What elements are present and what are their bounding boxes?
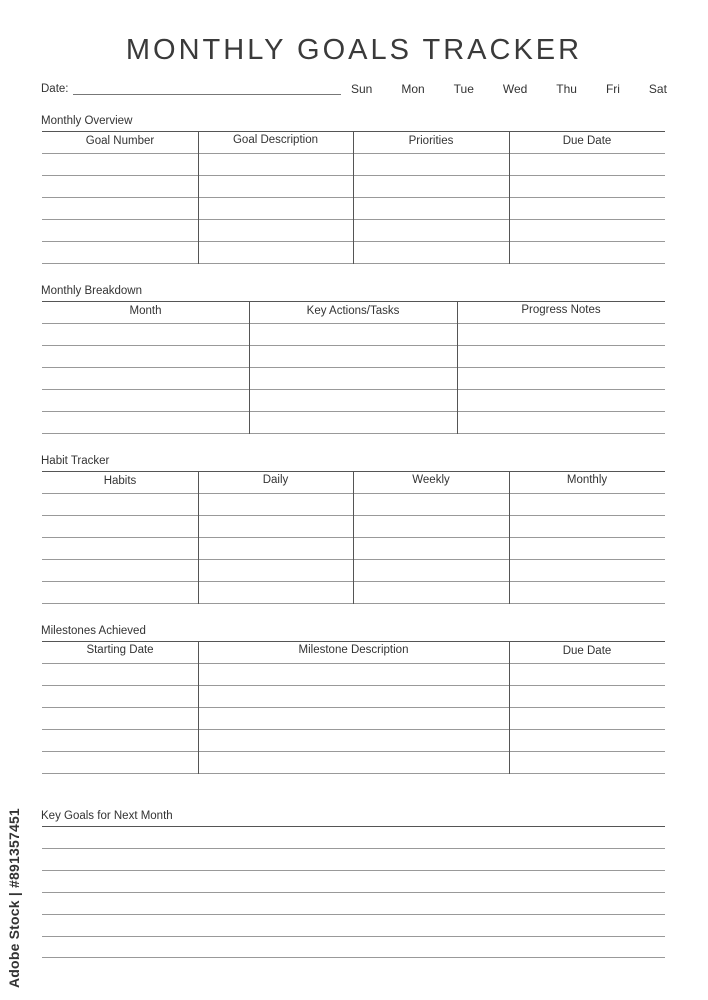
page-title: MONTHLY GOALS TRACKER (125, 34, 583, 66)
day-thu[interactable]: Thu (556, 82, 577, 96)
watermark-text: Adobe Stock | #891357451 (6, 808, 22, 988)
overview-header-priorities: Priorities (408, 135, 454, 147)
section-label-next-month: Key Goals for Next Month (41, 810, 173, 822)
breakdown-header-month: Month (129, 305, 162, 317)
weekday-row (351, 82, 667, 96)
section-label-breakdown: Monthly Breakdown (41, 285, 142, 297)
date-field-line[interactable] (73, 94, 341, 95)
breakdown-header-key-actions: Key Actions/Tasks (306, 305, 400, 317)
day-tue[interactable]: Tue (453, 82, 474, 96)
next-month-lines[interactable] (42, 826, 665, 958)
overview-table[interactable] (42, 131, 665, 264)
section-label-milestones: Milestones Achieved (41, 625, 146, 637)
date-label: Date: (41, 83, 69, 95)
section-label-habits: Habit Tracker (41, 455, 110, 467)
habit-table[interactable] (42, 471, 665, 604)
milestones-header-due-date: Due Date (562, 645, 612, 657)
section-label-overview: Monthly Overview (41, 115, 133, 127)
habit-header-monthly: Monthly (566, 474, 608, 486)
day-fri[interactable]: Fri (605, 82, 620, 96)
day-mon[interactable]: Mon (401, 82, 425, 96)
stock-watermark (4, 768, 32, 988)
habit-header-habits: Habits (103, 475, 137, 487)
overview-header-due-date: Due Date (562, 135, 612, 147)
day-sat[interactable]: Sat (648, 82, 667, 96)
habit-header-daily: Daily (262, 474, 289, 486)
breakdown-header-progress-notes: Progress Notes (521, 304, 601, 316)
milestones-header-description: Milestone Description (298, 644, 409, 656)
day-wed[interactable]: Wed (502, 82, 528, 96)
overview-header-goal-number: Goal Number (85, 135, 155, 147)
milestones-header-starting-date: Starting Date (86, 644, 154, 656)
milestones-table[interactable] (42, 641, 665, 774)
day-sun[interactable]: Sun (351, 82, 373, 96)
breakdown-table[interactable] (42, 301, 665, 434)
habit-header-weekly: Weekly (412, 474, 450, 486)
overview-header-goal-description: Goal Description (232, 134, 318, 146)
